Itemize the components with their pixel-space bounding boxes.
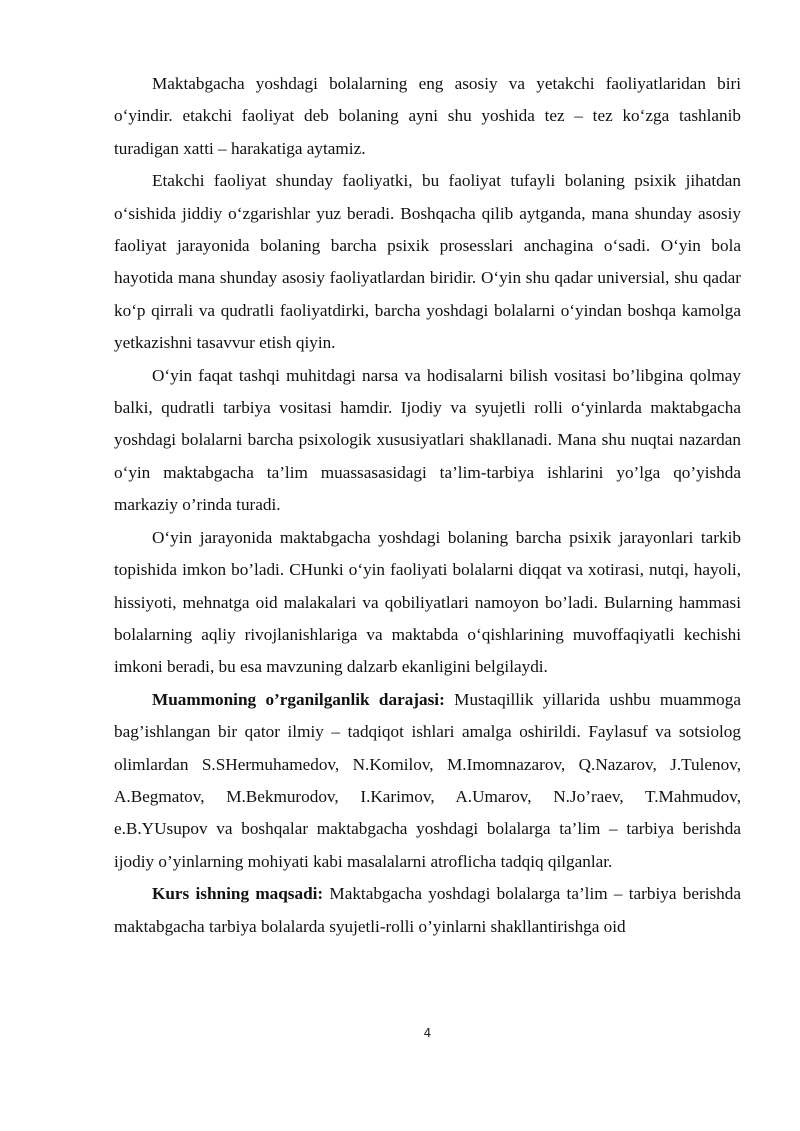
paragraph-relevance: [114, 522, 741, 684]
paragraph-research-degree: [114, 684, 741, 878]
paragraph-text: Maktabgacha yoshdagi bolalarga ta’lim – tarbiya berishda maktabgacha tarbiya bolalarda syujetli-rolli o’yinlarni shakllantirishga oid: [114, 884, 741, 936]
paragraph-text: O‘yin jarayonida maktabgacha yoshdagi bolaning barcha psixik jarayonlari tarkib topishida imkon bo’ladi. CHunki o‘yin faoliyati bolalarni diqqat va xotirasi, nutqi, hayoli, hissiyoti, mehnatga oid malakalari va qobiliyatlari namoyon bo’ladi. Bularning hammasi bolalarning aqliy rivojlanishlariga va maktabda o‘qishlarining muvoffaqiyatli kechishi imkoni beradi, bu esa mavzuning dalzarb ekanligini belgilaydi.: [114, 527, 741, 677]
paragraph-course-goal: [114, 878, 741, 943]
paragraph-lead-bold: Muammoning o’rganilganlik darajasi:: [152, 689, 445, 709]
paragraph-text: O‘yin faqat tashqi muhitdagi narsa va hodisalarni bilish vositasi bo’libgina qolmay balki, qudratli tarbiya vositasi hamdir. Ijodiy va syujetli rolli o‘yinlarda maktabgacha yoshdagi bolalarni barcha psixologik xususiyatlari shakllanadi. Mana shu nuqtai nazardan o‘yin maktabgacha ta’lim muassasasidagi ta’lim-tarbiya ishlarini yo’lga qo’yishda markaziy o’rinda turadi.: [114, 365, 741, 515]
paragraph-text: Etakchi faoliyat shunday faoliyatki, bu faoliyat tufayli bolaning psixik jihatdan o‘sishida jiddiy o‘zgarishlar yuz beradi. Boshqacha qilib aytganda, mana shunday asosiy faoliyat jarayonida bolaning barcha psixik prosesslari anchagina o‘sadi. O‘yin bola hayotida mana shunday asosiy faoliyatlardan biridir. O‘yin shu qadar universial, shu qadar ko‘p qirrali va qudratli faoliyatdirki, barcha yoshdagi bolalarni o‘yindan boshqa kamolga yetkazishni tasavvur etish qiyin.: [114, 171, 741, 353]
paragraph-leading-activity: [114, 68, 741, 165]
paragraph-lead-bold: Kurs ishning maqsadi:: [152, 884, 324, 904]
page-body: [114, 68, 741, 943]
page-number: 4: [423, 1026, 432, 1040]
paragraph-text: Maktabgacha yoshdagi bolalarning eng asosiy va yetakchi faoliyatlaridan biri o‘yindir. etakchi faoliyat deb bolaning ayni shu yoshida tez – tez ko‘zga tashlanib turadigan xatti – harakatiga aytamiz.: [114, 74, 741, 158]
paragraph-text: Mustaqillik yillarida ushbu muammoga bag’ishlangan bir qator ilmiy – tadqiqot ishlari amalga oshirildi. Faylasuf va sotsiolog olimlardan S.SHermuhamedov, N.Komilov, M.Imomnazarov, Q.Nazarov, J.Tulenov, A.Begmatov, M.Bekmurodov, I.Karimov, A.Umarov, N.Jo’raev, T.Mahmudov, e.B.YUsupov va boshqalar maktabgacha yoshdagi bolalarga ta’lim – tarbiya berishda ijodiy o’yinlarning mohiyati kabi masalalarni atroflicha tadqiq qilganlar.: [114, 689, 741, 871]
paragraph-play-as-upbringing: [114, 360, 741, 522]
paragraph-activity-definition: [114, 165, 741, 359]
